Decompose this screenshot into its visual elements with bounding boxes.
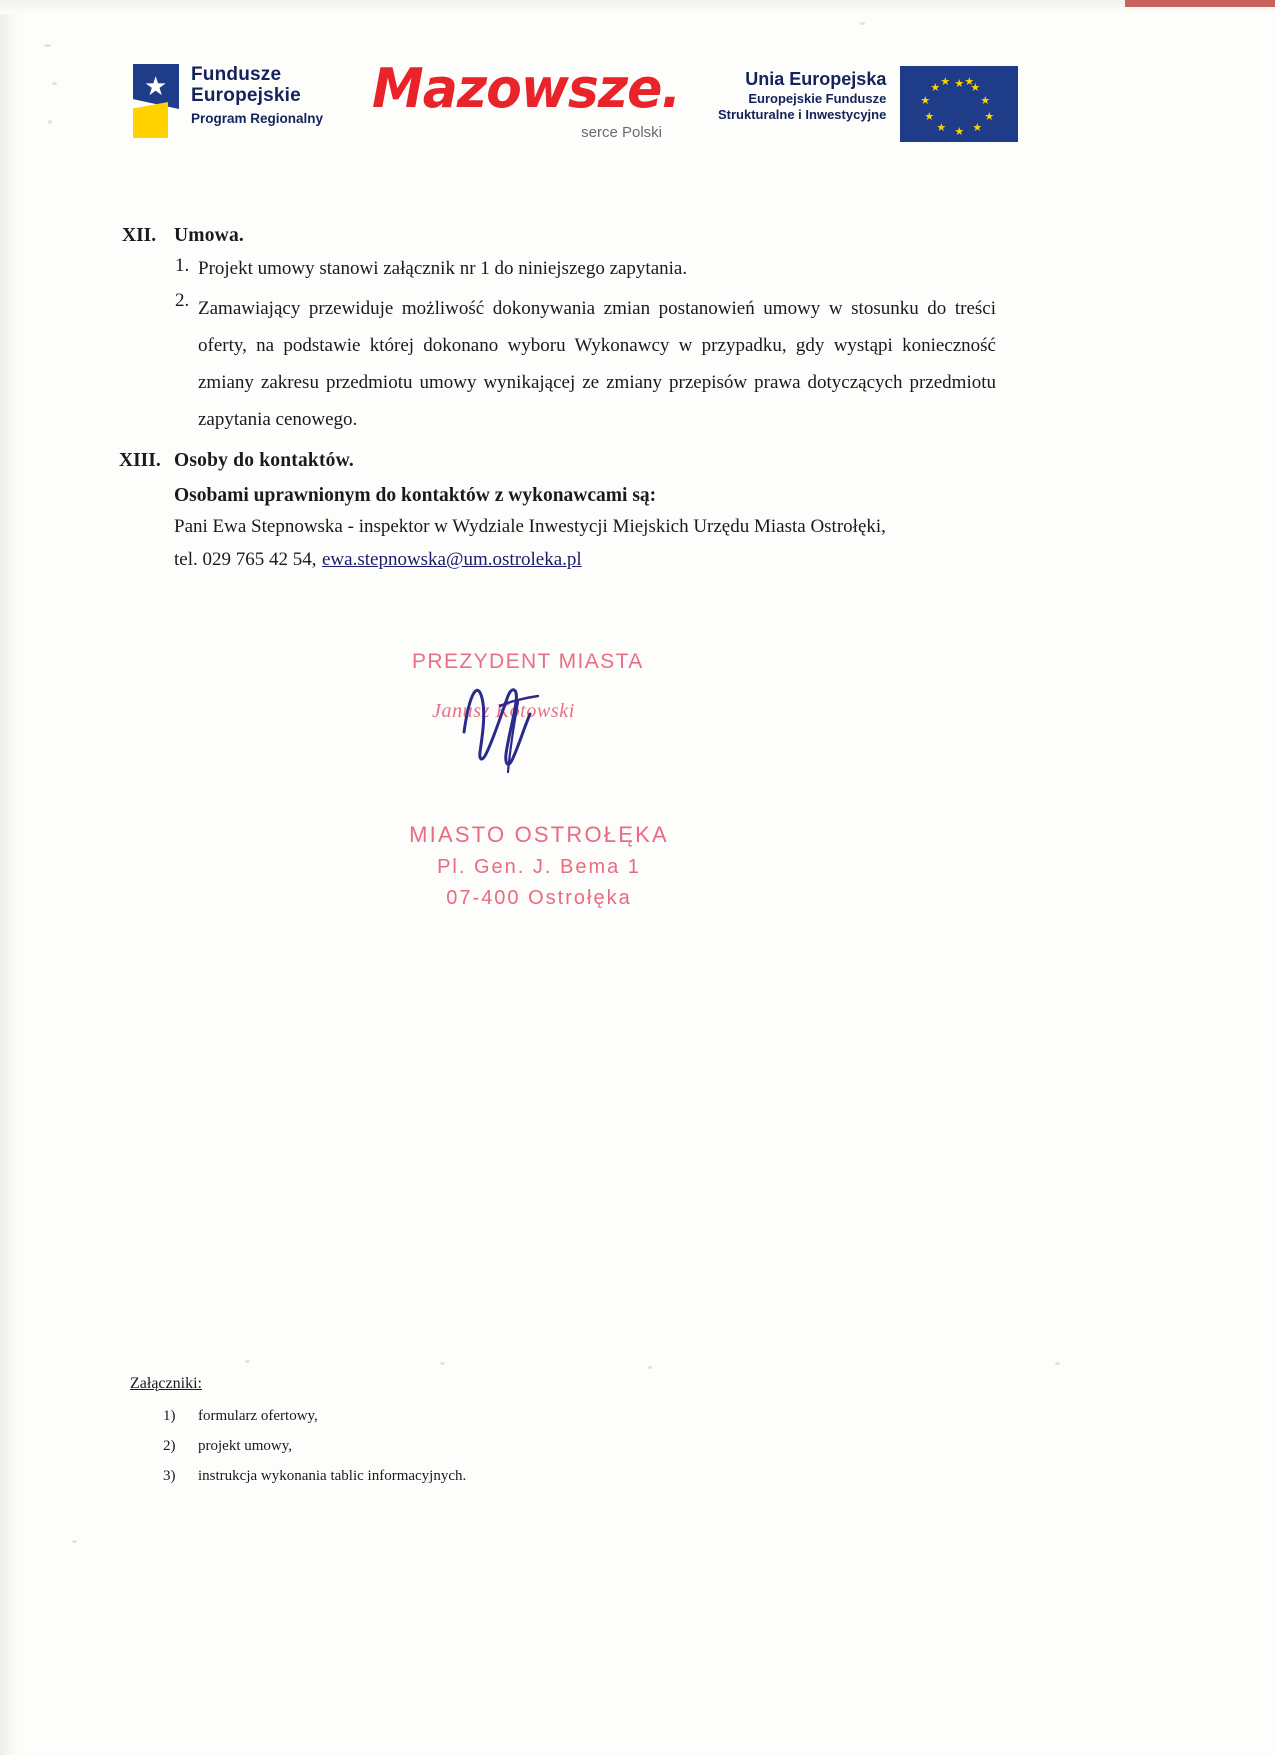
attachment-text-3: instrukcja wykonania tablic informacyjnych. xyxy=(198,1468,467,1484)
scan-corner-artifact xyxy=(1125,0,1275,7)
attachments-title: Załączniki: xyxy=(130,1375,202,1392)
header-logo-band xyxy=(0,48,1275,158)
section-number-xii: XII. xyxy=(122,225,157,246)
logo-mazowsze xyxy=(372,57,681,141)
contact-person-line: Pani Ewa Stepnowska - inspektor w Wydziale Inwestycji Miejskich Urzędu Miasta Ostrołęki, xyxy=(174,516,886,537)
contact-phone: tel. 029 765 42 54, xyxy=(174,549,317,570)
handwritten-signature xyxy=(452,672,572,782)
scan-speck xyxy=(1055,1362,1060,1365)
attachment-text-1: formularz ofertowy, xyxy=(198,1408,318,1424)
contacts-subtitle: Osobami uprawnionym do kontaktów z wykonawcami są: xyxy=(174,485,657,506)
scan-speck xyxy=(44,44,51,47)
signature-stamp-name: Janusz Kotowski xyxy=(432,700,575,722)
scan-edge-artifact xyxy=(0,0,26,1755)
list-item-xii-1: Projekt umowy stanowi załącznik nr 1 do niniejszego zapytania. xyxy=(198,258,688,279)
unia-line1: Unia Europejska xyxy=(745,69,887,89)
unia-line3: Strukturalne i Inwestycyjne xyxy=(718,106,887,122)
section-number-xiii: XIII. xyxy=(119,450,161,471)
eu-funds-star-icon: ★ xyxy=(133,64,179,138)
scan-speck xyxy=(245,1360,250,1363)
attachment-marker-2: 2) xyxy=(163,1438,176,1454)
section-title-xiii: Osoby do kontaktów. xyxy=(174,450,354,471)
signature-stamp-title: PREZYDENT MIASTA xyxy=(412,650,644,673)
logo-unia-europejska xyxy=(718,66,1018,142)
section-title-xii: Umowa. xyxy=(174,225,244,246)
address-stamp-line1: MIASTO OSTROŁĘKA xyxy=(409,822,669,847)
scan-speck xyxy=(860,22,865,25)
eu-flag-icon: ★ ★ ★ ★ ★ ★ ★ ★ ★ ★ ★ ★ xyxy=(900,66,1018,142)
scan-speck xyxy=(440,1362,445,1365)
fundusze-line3: Program Regionalny xyxy=(191,110,324,126)
mazowsze-wordmark: Mazowsze. xyxy=(372,57,681,121)
address-stamp-line2: Pl. Gen. J. Bema 1 xyxy=(437,856,641,879)
address-stamp-line3: 07-400 Ostrołęka xyxy=(446,887,632,910)
attachment-marker-1: 1) xyxy=(163,1408,176,1424)
scan-speck xyxy=(648,1366,652,1369)
logo-fundusze-europejskie xyxy=(133,64,323,138)
fundusze-line1: Fundusze xyxy=(191,64,282,85)
mazowsze-tagline: serce Polski xyxy=(581,124,662,141)
contact-email-link[interactable]: ewa.stepnowska@um.ostroleka.pl xyxy=(322,549,582,570)
attachment-marker-3: 3) xyxy=(163,1468,176,1484)
fundusze-line2: Europejskie xyxy=(191,85,301,107)
scan-speck xyxy=(72,1540,77,1543)
list-marker-xii-2: 2. xyxy=(175,290,190,311)
list-item-xii-2: Zamawiający przewiduje możliwość dokonywania zmian postanowień umowy w stosunku do treści oferty, na podstawie której dokonano wyboru Wykonawcy w przypadku, gdy wystąpi konieczność zmiany zakresu przedmiotu umowy wynikającej ze zmiany przepisów prawa dotyczących przedmiotu zapytania cenowego. xyxy=(198,298,996,431)
address-stamp xyxy=(404,818,674,914)
list-marker-xii-1: 1. xyxy=(175,255,190,276)
scan-edge-artifact-top xyxy=(0,0,1275,14)
attachment-text-2: projekt umowy, xyxy=(198,1438,293,1454)
unia-line2: Europejskie Fundusze xyxy=(748,90,887,106)
